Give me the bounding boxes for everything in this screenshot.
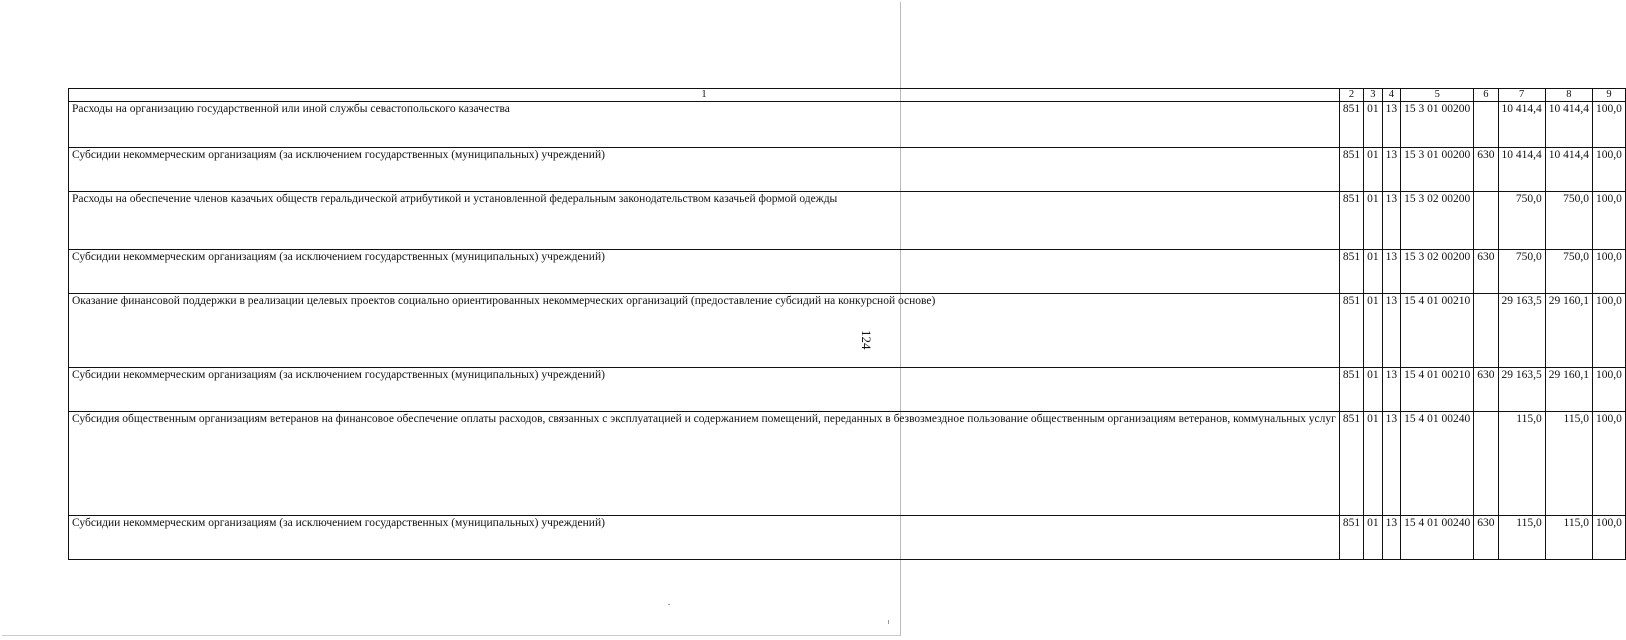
row-value-cell-c3: 01: [1364, 516, 1383, 560]
row-value-cell-c5: 15 4 01 00210: [1401, 368, 1474, 412]
row-value-cell-c2: 851: [1339, 412, 1363, 516]
row-value-cell-c8: 29 160,1: [1545, 294, 1592, 368]
row-value-cell-c2: 851: [1339, 294, 1363, 368]
row-value-cell-c8: 115,0: [1545, 516, 1592, 560]
row-value-cell-c4: 13: [1382, 250, 1401, 294]
row-value-cell-c2: 851: [1339, 102, 1363, 148]
row-value-cell-c7: 29 163,5: [1498, 294, 1545, 368]
row-value-cell-c2: 851: [1339, 516, 1363, 560]
row-value-cell-c9: 100,0: [1593, 368, 1626, 412]
row-value-cell-c6: [1474, 412, 1498, 516]
row-name-cell: Субсидии некоммерческим организациям (за исключением государственных (муниципальных) учреждений): [69, 148, 1340, 192]
row-value-cell-c4: 13: [1382, 192, 1401, 250]
row-value-cell-c2: 851: [1339, 192, 1363, 250]
row-value-cell-c4: 13: [1382, 412, 1401, 516]
row-value-cell-c4: 13: [1382, 368, 1401, 412]
row-value-cell-c2: 851: [1339, 148, 1363, 192]
row-value-cell-c7: 10 414,4: [1498, 102, 1545, 148]
table-row: [69, 102, 1626, 148]
row-value-cell-c9: 100,0: [1593, 516, 1626, 560]
row-value-cell-c8: 10 414,4: [1545, 148, 1592, 192]
row-name-cell: Субсидии некоммерческим организациям (за исключением государственных (муниципальных) учреждений): [69, 368, 1340, 412]
header-cell: 7: [1498, 89, 1545, 102]
row-value-cell-c6: [1474, 192, 1498, 250]
row-value-cell-c4: 13: [1382, 148, 1401, 192]
row-value-cell-c9: 100,0: [1593, 250, 1626, 294]
row-name-cell: Субсидия общественным организациям ветеранов на финансовое обеспечение оплаты расходов, связанных с эксплуатацией и содержанием помещений, переданных в безвозмездное пользование общественным организациям ветеранов, коммунальных услуг: [69, 412, 1340, 516]
row-value-cell-c3: 01: [1364, 148, 1383, 192]
header-cell: 8: [1545, 89, 1592, 102]
row-value-cell-c3: 01: [1364, 412, 1383, 516]
budget-table: [68, 88, 1626, 560]
row-value-cell-c5: 15 4 01 00240: [1401, 412, 1474, 516]
table-header-row: [69, 89, 1626, 102]
header-cell: 9: [1593, 89, 1626, 102]
row-value-cell-c8: 29 160,1: [1545, 368, 1592, 412]
header-cell: 3: [1364, 89, 1383, 102]
row-value-cell-c8: 115,0: [1545, 412, 1592, 516]
row-value-cell-c4: 13: [1382, 294, 1401, 368]
row-value-cell-c7: 10 414,4: [1498, 148, 1545, 192]
page-number: 124: [859, 330, 874, 350]
header-cell: 5: [1401, 89, 1474, 102]
scan-speck: [668, 604, 670, 605]
row-value-cell-c6: 630: [1474, 250, 1498, 294]
row-value-cell-c6: [1474, 294, 1498, 368]
row-value-cell-c6: [1474, 102, 1498, 148]
row-value-cell-c4: 13: [1382, 102, 1401, 148]
row-value-cell-c9: 100,0: [1593, 192, 1626, 250]
row-value-cell-c6: 630: [1474, 368, 1498, 412]
row-value-cell-c5: 15 4 01 00240: [1401, 516, 1474, 560]
row-name-cell: Субсидии некоммерческим организациям (за исключением государственных (муниципальных) учреждений): [69, 250, 1340, 294]
row-name-cell: Расходы на обеспечение членов казачьих обществ геральдической атрибутикой и установленной федеральным законодательством казачьей формой одежды: [69, 192, 1340, 250]
row-value-cell-c2: 851: [1339, 368, 1363, 412]
header-cell: 2: [1339, 89, 1363, 102]
row-value-cell-c3: 01: [1364, 250, 1383, 294]
row-value-cell-c5: 15 3 01 00200: [1401, 102, 1474, 148]
row-name-cell: Оказание финансовой поддержки в реализации целевых проектов социально ориентированных некоммерческих организаций (предоставление субсидий на конкурсной основе): [69, 294, 1340, 368]
row-value-cell-c8: 750,0: [1545, 250, 1592, 294]
row-value-cell-c7: 115,0: [1498, 516, 1545, 560]
row-value-cell-c9: 100,0: [1593, 412, 1626, 516]
row-value-cell-c9: 100,0: [1593, 102, 1626, 148]
table-row: [69, 368, 1626, 412]
row-value-cell-c7: 750,0: [1498, 192, 1545, 250]
row-value-cell-c3: 01: [1364, 368, 1383, 412]
row-value-cell-c8: 10 414,4: [1545, 102, 1592, 148]
row-value-cell-c2: 851: [1339, 250, 1363, 294]
table-row: [69, 412, 1626, 516]
table-row: [69, 294, 1626, 368]
row-value-cell-c5: 15 3 02 00200: [1401, 250, 1474, 294]
table-row: [69, 192, 1626, 250]
table-row: [69, 250, 1626, 294]
row-name-cell: Субсидии некоммерческим организациям (за исключением государственных (муниципальных) учреждений): [69, 516, 1340, 560]
row-value-cell-c9: 100,0: [1593, 148, 1626, 192]
row-value-cell-c5: 15 4 01 00210: [1401, 294, 1474, 368]
scan-speck: [888, 620, 889, 624]
table-row: [69, 148, 1626, 192]
row-value-cell-c3: 01: [1364, 294, 1383, 368]
header-cell: 4: [1382, 89, 1401, 102]
row-value-cell-c7: 29 163,5: [1498, 368, 1545, 412]
row-value-cell-c7: 115,0: [1498, 412, 1545, 516]
row-value-cell-c3: 01: [1364, 192, 1383, 250]
row-value-cell-c8: 750,0: [1545, 192, 1592, 250]
row-value-cell-c5: 15 3 01 00200: [1401, 148, 1474, 192]
row-value-cell-c4: 13: [1382, 516, 1401, 560]
table-body: [69, 89, 1626, 560]
table-row: [69, 516, 1626, 560]
row-name-cell: Расходы на организацию государственной или иной службы севастопольского казачества: [69, 102, 1340, 148]
header-cell: 1: [69, 89, 1340, 102]
header-cell: 6: [1474, 89, 1498, 102]
row-value-cell-c9: 100,0: [1593, 294, 1626, 368]
row-value-cell-c6: 630: [1474, 148, 1498, 192]
row-value-cell-c5: 15 3 02 00200: [1401, 192, 1474, 250]
row-value-cell-c6: 630: [1474, 516, 1498, 560]
row-value-cell-c7: 750,0: [1498, 250, 1545, 294]
row-value-cell-c3: 01: [1364, 102, 1383, 148]
